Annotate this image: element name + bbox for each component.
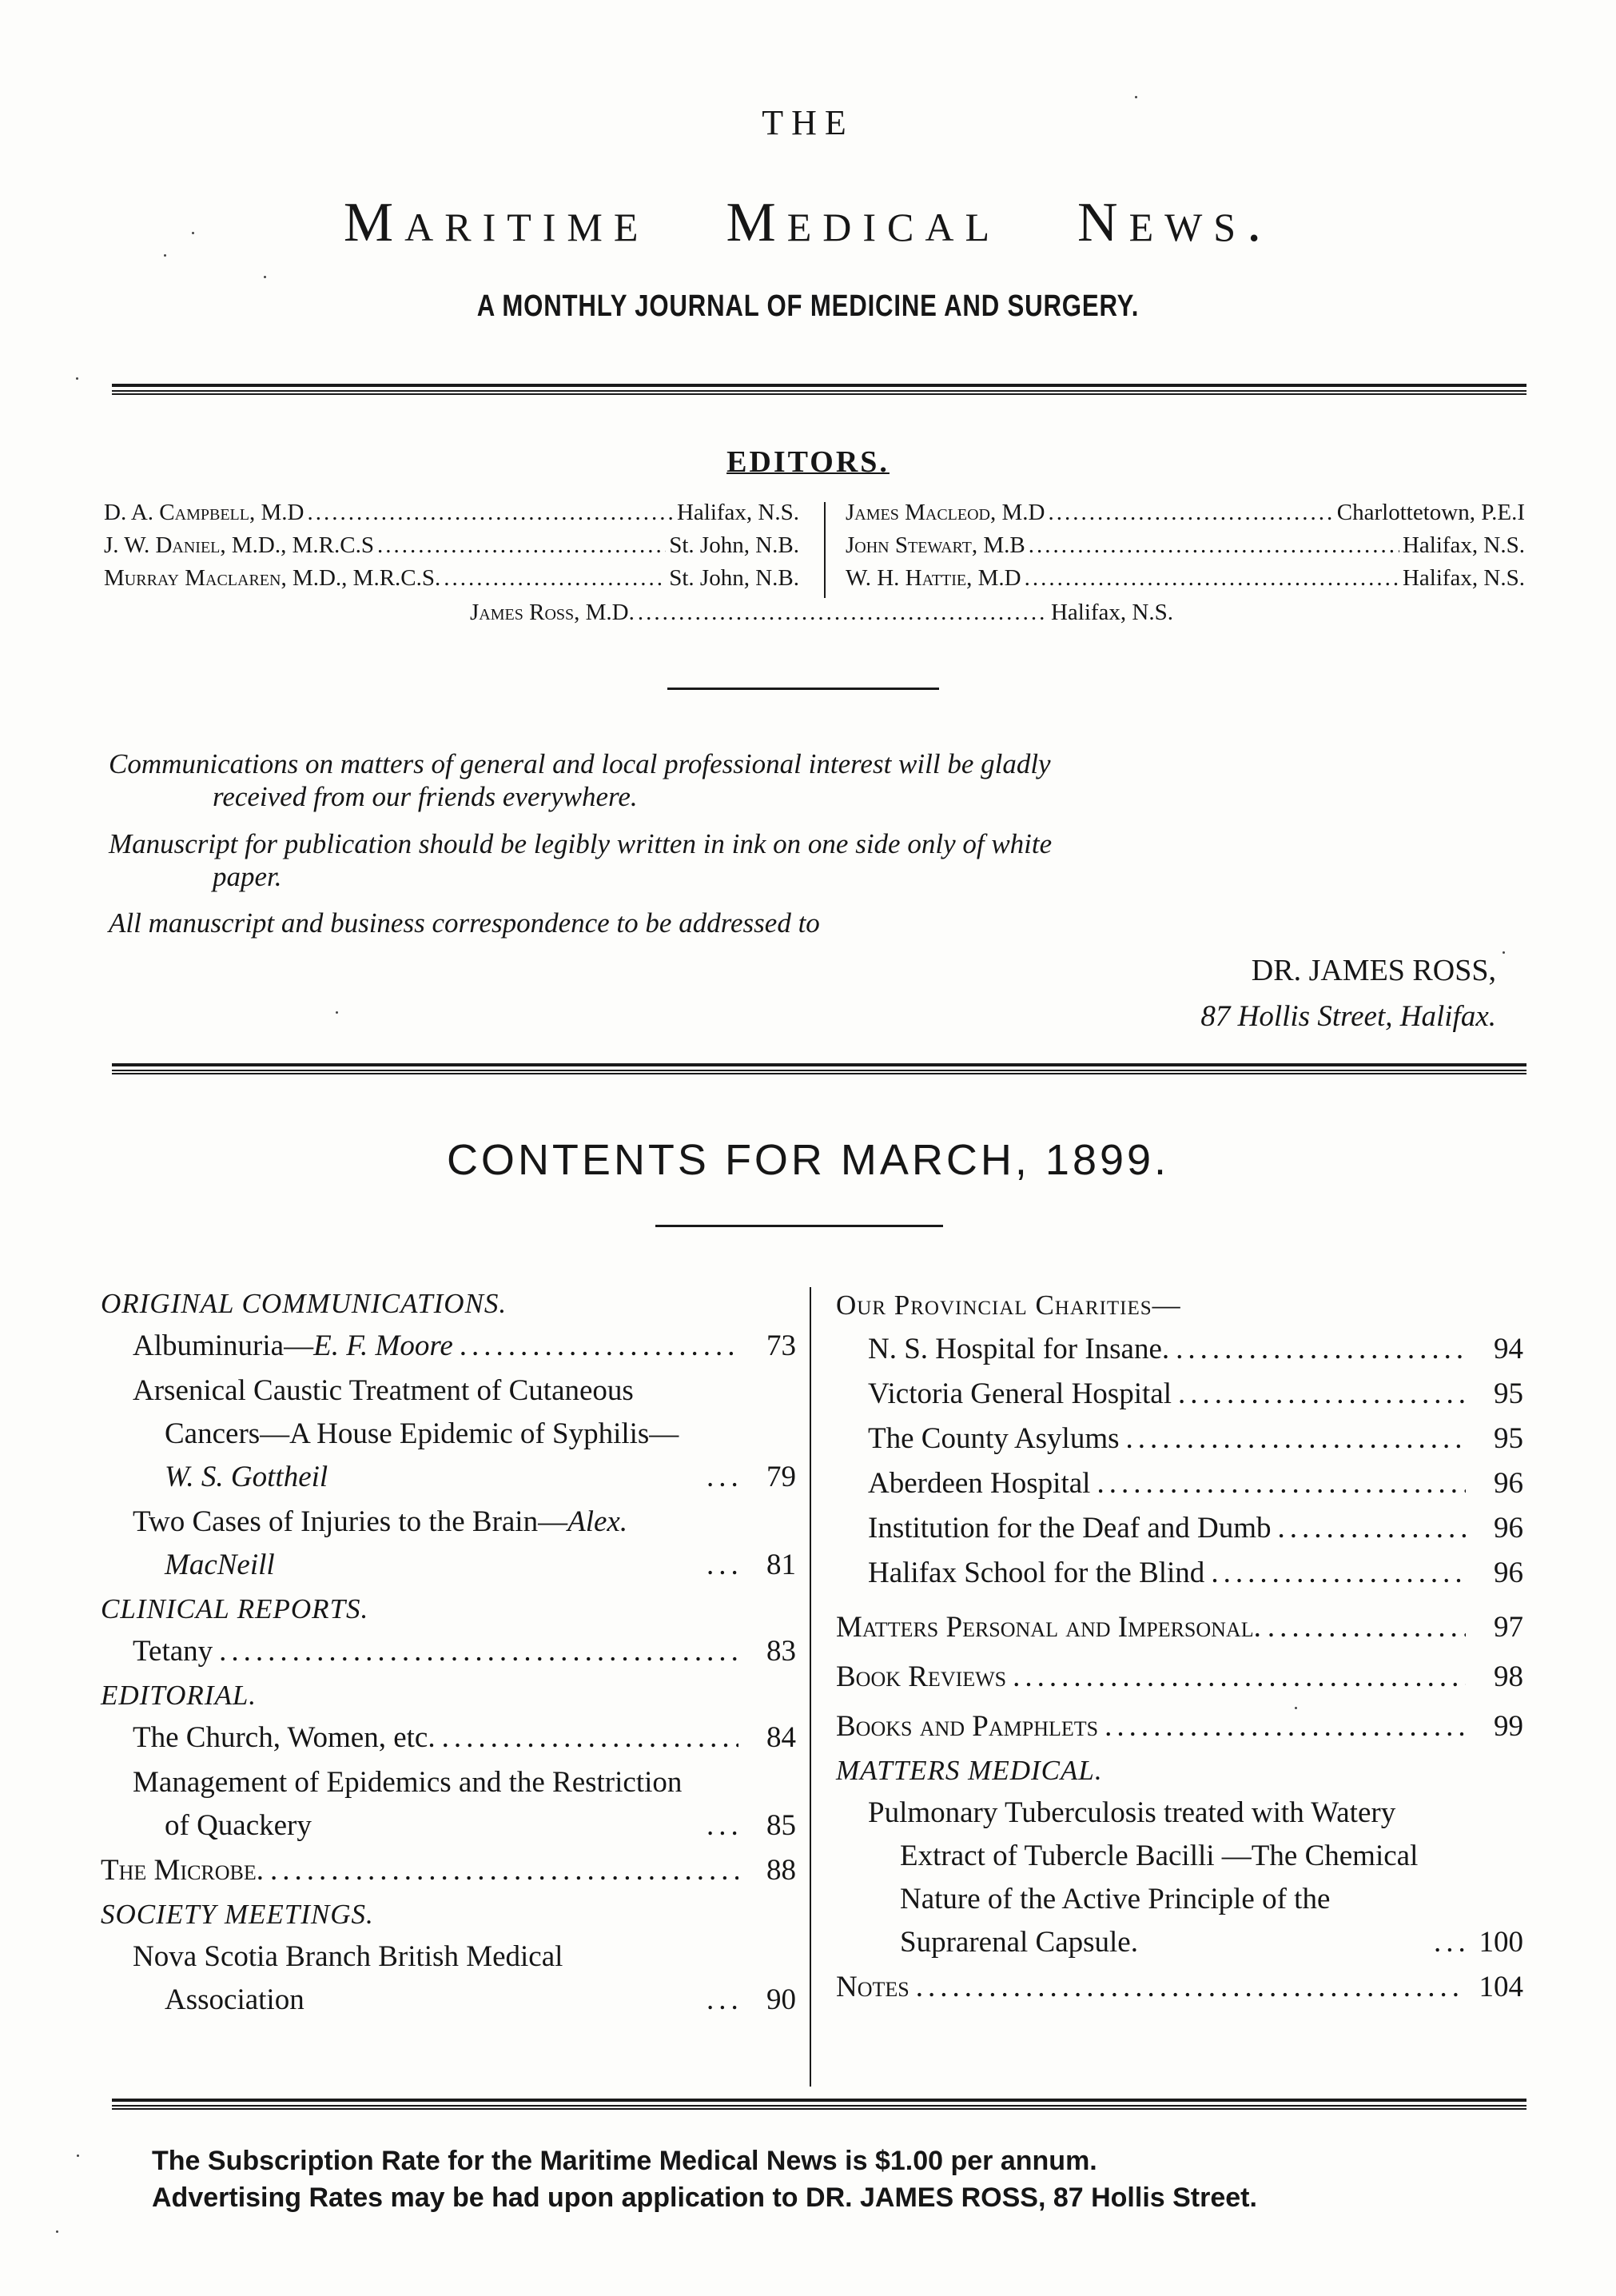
entry-author: W. S. Gottheil — [165, 1461, 328, 1493]
toc-entry — [836, 1705, 1523, 1748]
leader-dots — [219, 1630, 738, 1673]
toc-entry — [101, 1630, 796, 1673]
page-number: 97 — [1494, 1611, 1523, 1644]
editor-name: John Stewart, M.B — [846, 532, 1025, 558]
entry-title: Arsenical Caustic Treatment of Cutaneous Cancers—A House Epidemic of Syphilis— — [133, 1374, 679, 1450]
contents-heading: CONTENTS FOR MARCH, 1899. — [446, 1136, 1170, 1184]
editor-place: St. John, N.B. — [669, 565, 799, 591]
entry-title: Tetany — [133, 1635, 213, 1668]
editor-entry — [846, 565, 1525, 592]
page-number: 85 — [766, 1809, 796, 1842]
notice-text: received from our friends everywhere. — [213, 781, 638, 812]
editors-rule — [667, 688, 939, 690]
editors-divider — [824, 502, 826, 598]
toc-entry — [836, 1656, 1523, 1699]
scan-speck — [164, 254, 166, 257]
entry-author: E. F. Moore — [313, 1329, 453, 1362]
section-heading: ORIGINAL COMMUNICATIONS. — [101, 1288, 507, 1319]
subscription-rate: The Subscription Rate for the Maritime Medical News is $1.00 per annum. — [152, 2146, 1097, 2176]
leader-dots — [460, 1325, 738, 1368]
editor-entry — [846, 500, 1525, 526]
scan-speck — [76, 377, 78, 380]
editor-name: James Ross, M.D. — [470, 600, 635, 625]
page-number: 96 — [1494, 1512, 1523, 1545]
notice-text: paper. — [213, 861, 282, 892]
journal-subtitle: A MONTHLY JOURNAL OF MEDICINE AND SURGERY. — [476, 289, 1140, 323]
address-street: 87 Hollis Street, Halifax. — [1200, 1000, 1496, 1033]
notice-text: Communications on matters of general and local professional interest will be gladly — [109, 748, 1051, 779]
leader-dots — [1278, 1507, 1466, 1550]
leader-dots — [1105, 1705, 1466, 1748]
editor-entry — [104, 500, 799, 526]
entry-title: N. S. Hospital for Insane. — [868, 1333, 1170, 1365]
journal-title — [0, 168, 1616, 260]
entry-title: Pulmonary Tuberculosis treated with Watery Extract of Tubercle Bacilli —The Chemical Nature of the Active Principle of the Suprarenal Capsule. — [868, 1796, 1419, 1959]
entry-title: Notes — [836, 1971, 909, 2003]
leader-dots — [1268, 1606, 1466, 1649]
page-number: 95 — [1494, 1422, 1523, 1455]
toc-entry — [101, 1935, 796, 2022]
notices-rule — [112, 1063, 1526, 1071]
entry-title: Books and Pamphlets — [836, 1710, 1099, 1743]
toc-entry — [836, 1552, 1523, 1595]
leader-dots — [442, 1716, 738, 1760]
page-number: 96 — [1494, 1557, 1523, 1589]
toc-entry — [101, 1761, 796, 1848]
entry-title: Albuminuria— — [133, 1329, 314, 1362]
advertising-rates: Advertising Rates may be had upon application to DR. JAMES ROSS, 87 Hollis Street. — [152, 2182, 1257, 2213]
leader-dots — [1211, 1552, 1466, 1595]
toc-entry — [836, 1792, 1523, 1964]
title-word-medical: medical — [726, 169, 1001, 258]
leader-dots — [1048, 500, 1333, 526]
notice-text: Manuscript for publication should be legibly written in ink on one side only of white — [109, 828, 1053, 859]
leader-dots — [1029, 532, 1399, 559]
contents-left-column — [101, 1283, 796, 2023]
page-number: 94 — [1494, 1333, 1523, 1365]
section-heading: EDITORIAL. — [101, 1680, 257, 1711]
page-number: 73 — [766, 1329, 796, 1362]
toc-entry — [836, 1462, 1523, 1505]
entry-title: Institution for the Deaf and Dumb — [868, 1512, 1272, 1545]
leader-dots — [707, 1804, 738, 1848]
section-heading: MATTERS MEDICAL. — [836, 1755, 1103, 1786]
editor-place: Halifax, N.S. — [1050, 600, 1173, 625]
leader-dots — [707, 1544, 738, 1587]
entry-title: Victoria General Hospital — [868, 1377, 1172, 1410]
entry-title: Book Reviews — [836, 1660, 1007, 1693]
scan-speck — [264, 276, 266, 278]
toc-entry — [101, 1849, 796, 1892]
editor-place: Halifax, N.S. — [1402, 532, 1525, 558]
leader-dots — [1176, 1328, 1466, 1371]
address-name: DR. JAMES ROSS, — [1251, 954, 1496, 987]
toc-entry — [836, 1328, 1523, 1371]
editor-name: Murray Maclaren, M.D., M.R.C.S. — [104, 565, 441, 591]
editor-name: W. H. Hattie, M.D — [846, 565, 1021, 591]
entry-title: Two Cases of Injuries to the Brain— — [133, 1505, 568, 1538]
notice-communications — [109, 747, 1531, 813]
page-number: 79 — [766, 1461, 796, 1493]
toc-entry — [836, 1606, 1523, 1649]
contents-rule — [655, 1225, 943, 1227]
title-word-news: news. — [1077, 169, 1273, 258]
page-number: 84 — [766, 1721, 796, 1754]
entry-title: The Church, Women, etc. — [133, 1721, 436, 1754]
leader-dots — [1434, 1921, 1466, 1964]
entry-title: The County Asylums — [868, 1422, 1120, 1455]
entry-title: Halifax School for the Blind — [868, 1557, 1205, 1589]
masthead-rule — [112, 384, 1526, 392]
leader-dots — [638, 600, 1048, 626]
toc-entry — [101, 1716, 796, 1760]
editor-place: Halifax, N.S. — [1402, 565, 1525, 591]
page-number: 104 — [1479, 1971, 1523, 2003]
toc-entry — [836, 1966, 1523, 2009]
subscription-footer — [152, 2143, 1526, 2216]
leader-dots — [307, 500, 674, 526]
leader-dots — [1025, 565, 1399, 592]
masthead-the: THE — [762, 103, 854, 142]
scan-speck — [192, 232, 194, 234]
editors-heading: EDITORS. — [726, 445, 890, 479]
page-number: 99 — [1494, 1710, 1523, 1743]
page-number: 96 — [1494, 1467, 1523, 1500]
toc-entry — [101, 1325, 796, 1368]
page-number: 98 — [1494, 1660, 1523, 1693]
toc-entry — [836, 1373, 1523, 1416]
contents-bottom-rule — [112, 2099, 1526, 2107]
scan-speck — [77, 2154, 79, 2157]
toc-entry — [836, 1417, 1523, 1461]
page-number: 90 — [766, 1983, 796, 2016]
leader-dots — [377, 532, 666, 559]
editor-name: James Macleod, M.D — [846, 500, 1045, 525]
editor-place: Halifax, N.S. — [676, 500, 799, 525]
entry-author: Alex. MacNeill — [165, 1505, 628, 1581]
toc-entry — [836, 1507, 1523, 1550]
page-number: 83 — [766, 1635, 796, 1668]
contents-right-column — [836, 1283, 1523, 2011]
scan-speck — [1295, 1707, 1297, 1709]
notice-manuscript — [109, 827, 1531, 893]
leader-dots — [1126, 1417, 1466, 1461]
leader-dots — [1013, 1656, 1466, 1699]
scan-speck — [336, 1011, 338, 1014]
section-heading: CLINICAL REPORTS. — [101, 1593, 369, 1624]
leader-dots — [916, 1966, 1466, 2009]
leader-dots — [1097, 1462, 1466, 1505]
leader-dots — [707, 1979, 738, 2022]
page-number: 81 — [766, 1549, 796, 1581]
leader-dots — [270, 1849, 738, 1892]
section-heading: Our Provincial Charities— — [836, 1290, 1181, 1321]
scan-speck — [56, 2230, 58, 2233]
entry-title: Aberdeen Hospital — [868, 1467, 1091, 1500]
page-number: 95 — [1494, 1377, 1523, 1410]
contents-divider — [810, 1287, 811, 2087]
editor-place: St. John, N.B. — [669, 532, 799, 558]
editor-entry — [104, 565, 799, 592]
entry-title: The Microbe. — [101, 1854, 264, 1887]
entry-title: Matters Personal and Impersonal. — [836, 1611, 1261, 1644]
scan-speck — [1135, 96, 1137, 98]
leader-dots — [707, 1456, 738, 1499]
entry-title: Management of Epidemics and the Restriction of Quackery — [133, 1766, 683, 1842]
entry-title: Nova Scotia Branch British Medical Association — [133, 1940, 563, 2016]
editor-entry-center — [470, 600, 1173, 626]
editor-entry — [846, 532, 1525, 559]
section-heading: SOCIETY MEETINGS. — [101, 1899, 374, 1930]
editor-name: J. W. Daniel, M.D., M.R.C.S — [104, 532, 374, 558]
editor-entry — [104, 532, 799, 559]
editor-place: Charlottetown, P.E.I — [1336, 500, 1525, 525]
notice-correspondence: All manuscript and business correspondence to be addressed to — [109, 907, 820, 939]
leader-dots — [444, 565, 666, 592]
toc-entry — [101, 1369, 796, 1499]
editor-name: D. A. Campbell, M.D — [104, 500, 304, 525]
title-word-maritime: maritime — [343, 169, 650, 258]
page-number: 100 — [1479, 1926, 1523, 1959]
page-number: 88 — [766, 1854, 796, 1887]
scan-speck — [1503, 951, 1505, 954]
leader-dots — [1178, 1373, 1466, 1416]
toc-entry — [101, 1501, 796, 1587]
